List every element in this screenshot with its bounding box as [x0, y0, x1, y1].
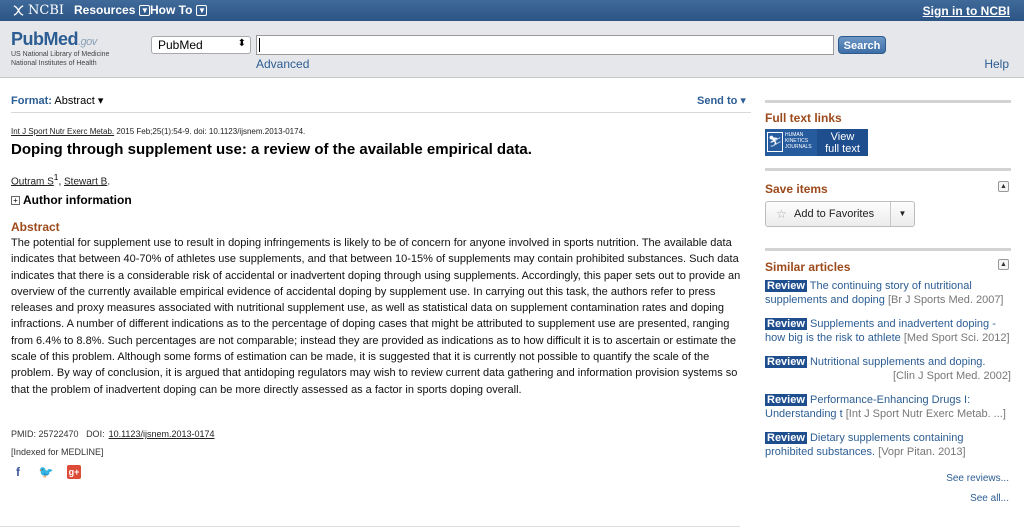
full-text-link-button[interactable] [765, 129, 868, 156]
see-all-link[interactable]: See all... [970, 493, 1009, 504]
view-label: View [830, 130, 855, 143]
star-icon: ☆ [776, 207, 787, 221]
similar-article-title: The continuing story of nutritional supplements and doping [765, 280, 972, 306]
citation-details: 2015 Feb;25(1):54-9. doi: 10.1123/ijsnem.2013-0174. [114, 127, 306, 136]
twitter-icon[interactable]: 🐦 [38, 465, 54, 479]
full-text-label: full text [825, 142, 860, 155]
facebook-icon[interactable]: f [16, 465, 20, 479]
format-label: Format: [11, 95, 52, 107]
doi-label: DOI: [86, 429, 105, 439]
review-badge: Review [767, 356, 805, 368]
author-information-label: Author information [23, 193, 132, 207]
similar-article-title: Performance-Enhancing Drugs I: Understanding t [765, 394, 971, 420]
similar-article-source: [Med Sport Sci. 2012] [903, 332, 1010, 344]
review-badge: Review [767, 432, 805, 444]
send-to-label: Send to [697, 95, 738, 107]
caret-down-icon: ▾ [740, 95, 746, 107]
chevron-down-icon: ▼ [140, 5, 149, 15]
journal-link[interactable]: Int J Sport Nutr Exerc Metab. [11, 127, 115, 136]
citation [11, 127, 305, 136]
add-to-favorites-label: Add to Favorites [794, 208, 875, 220]
similar-article[interactable] [765, 355, 1011, 383]
send-to-menu[interactable] [697, 94, 746, 107]
logo-subtitle-1: US National Library of Medicine [11, 51, 110, 58]
expand-plus-icon: + [11, 196, 20, 205]
author-link[interactable]: Stewart B [64, 176, 108, 188]
full-text-links-heading: Full text links [765, 111, 842, 125]
author-affiliation-sup: 1 [53, 172, 59, 182]
collapse-icon[interactable]: ▲ [998, 181, 1009, 192]
review-badge: Review [767, 394, 805, 406]
pmid-line [11, 429, 215, 439]
sidebar-rule [765, 168, 1011, 171]
similar-article[interactable] [765, 393, 1011, 421]
ncbi-logo[interactable] [12, 3, 64, 18]
chevron-down-icon[interactable]: ▼ [890, 202, 914, 226]
howto-label: How To [150, 3, 193, 17]
share-icons [11, 465, 81, 479]
resources-menu[interactable] [74, 3, 150, 17]
database-select-value: PubMed [158, 38, 203, 52]
save-items-heading: Save items [765, 182, 828, 196]
similar-article[interactable] [765, 279, 1011, 307]
chevron-down-icon: ▼ [197, 5, 206, 15]
format-value: Abstract [54, 95, 95, 107]
similar-article-source: [Vopr Pitan. 2013] [878, 446, 966, 458]
sidebar-rule [765, 248, 1011, 251]
review-badge: Review [767, 280, 805, 292]
database-select[interactable] [151, 36, 251, 54]
howto-menu[interactable] [150, 3, 207, 17]
format-selector[interactable] [11, 94, 103, 107]
google-plus-icon[interactable]: g+ [68, 467, 80, 477]
help-link[interactable]: Help [984, 57, 1009, 71]
text-caret [259, 38, 260, 52]
sign-in-link[interactable]: Sign in to NCBI [922, 4, 1010, 18]
similar-article-title: Dietary supplements containing prohibited substances. [765, 432, 964, 458]
publisher-name: HUMAN KINETICS JOURNALS [784, 132, 812, 150]
ncbi-label: NCBI [28, 3, 65, 18]
doi-link[interactable]: 10.1123/ijsnem.2013-0174 [108, 429, 215, 439]
author-list: Outram $S^1$, Stewart B. [11, 172, 111, 188]
similar-article[interactable] [765, 431, 1011, 459]
article-title: Doping through supplement use: a review of the available empirical data. [11, 141, 532, 158]
ncbi-top-bar [0, 0, 1024, 21]
add-to-favorites-button[interactable] [765, 201, 915, 227]
ncbi-helix-icon [12, 4, 25, 17]
review-badge: Review [767, 318, 805, 330]
caret-down-icon: ▾ [97, 95, 104, 107]
similar-article-title: Nutritional supplements and doping. [809, 356, 986, 368]
similar-article[interactable] [765, 317, 1011, 345]
author-information-toggle[interactable] [11, 193, 132, 207]
search-button[interactable]: Search [838, 36, 886, 54]
indexed-note: [Indexed for MEDLINE] [11, 447, 104, 457]
similar-article-source: [Br J Sports Med. 2007] [887, 294, 1004, 306]
pubmed-wordmark: PubMed [11, 29, 78, 49]
divider [11, 112, 751, 113]
collapse-icon[interactable]: ▲ [998, 259, 1009, 270]
sidebar-rule [765, 100, 1011, 103]
search-input[interactable] [256, 35, 834, 55]
select-arrows-icon: ⬍ [237, 38, 246, 49]
abstract-text: The potential for supplement use to result in doping infringements is likely to be of concern for anyone involved in sports nutrition. The available data indicates that between 40-70% of athletes use supplements, and that between 10-15% of supplements may contain prohibited substances. Such data indicates that there is a considerable risk of accidental or inadvertent doping through using supplements. Accordingly, this paper sets out to provide an overview of the currently available empirical evidence of accidental doping by supplement use. In carrying out this task, the authors refer to press releases and proxy measures associated with nutritional supplement use, as well as statistical data on supplement contamination rates and doping infractions. A number of different indications as to the percentage of doping cases that might be attributed to supplement use are presented, ranging from 6.4% to 8.8%. Such percentages are not comparable; instead they are provided as indications as to how difficult it is to ascertain or estimate the scale of this problem. Although some forms of estimation can be made, it is suggested that it is currently not possible to quantify the scale of the problem. By way of conclusion, it is argued that antidoping regulators may wish to review current data gathering and information provision systems so that the problem of inadvertent doping can be more directly assessed as a factor in sports doping overall. [11, 237, 741, 396]
similar-articles-heading: Similar articles [765, 260, 851, 274]
pubmed-gov: .gov [78, 36, 97, 48]
see-reviews-link[interactable]: See reviews... [946, 473, 1009, 484]
similar-article-source: [Clin J Sport Med. 2002] [892, 370, 1011, 382]
search-header [0, 21, 1024, 78]
bottom-divider [0, 526, 740, 527]
logo-subtitle-2: National Institutes of Health [11, 60, 97, 67]
advanced-link[interactable]: Advanced [256, 57, 310, 71]
publisher-figure-icon: ⛷ [767, 132, 783, 152]
similar-article-title: Supplements and inadvertent doping - how big is the risk to athlete [765, 318, 996, 344]
pubmed-logo[interactable] [11, 29, 109, 68]
pmid: PMID: 25722470 [11, 429, 79, 439]
resources-label: Resources [74, 3, 136, 17]
abstract-heading: Abstract [11, 220, 60, 234]
author-link[interactable]: Outram S [11, 176, 54, 188]
publisher-logo [765, 129, 817, 156]
similar-article-source: [Int J Sport Nutr Exerc Metab. ...] [845, 408, 1006, 420]
